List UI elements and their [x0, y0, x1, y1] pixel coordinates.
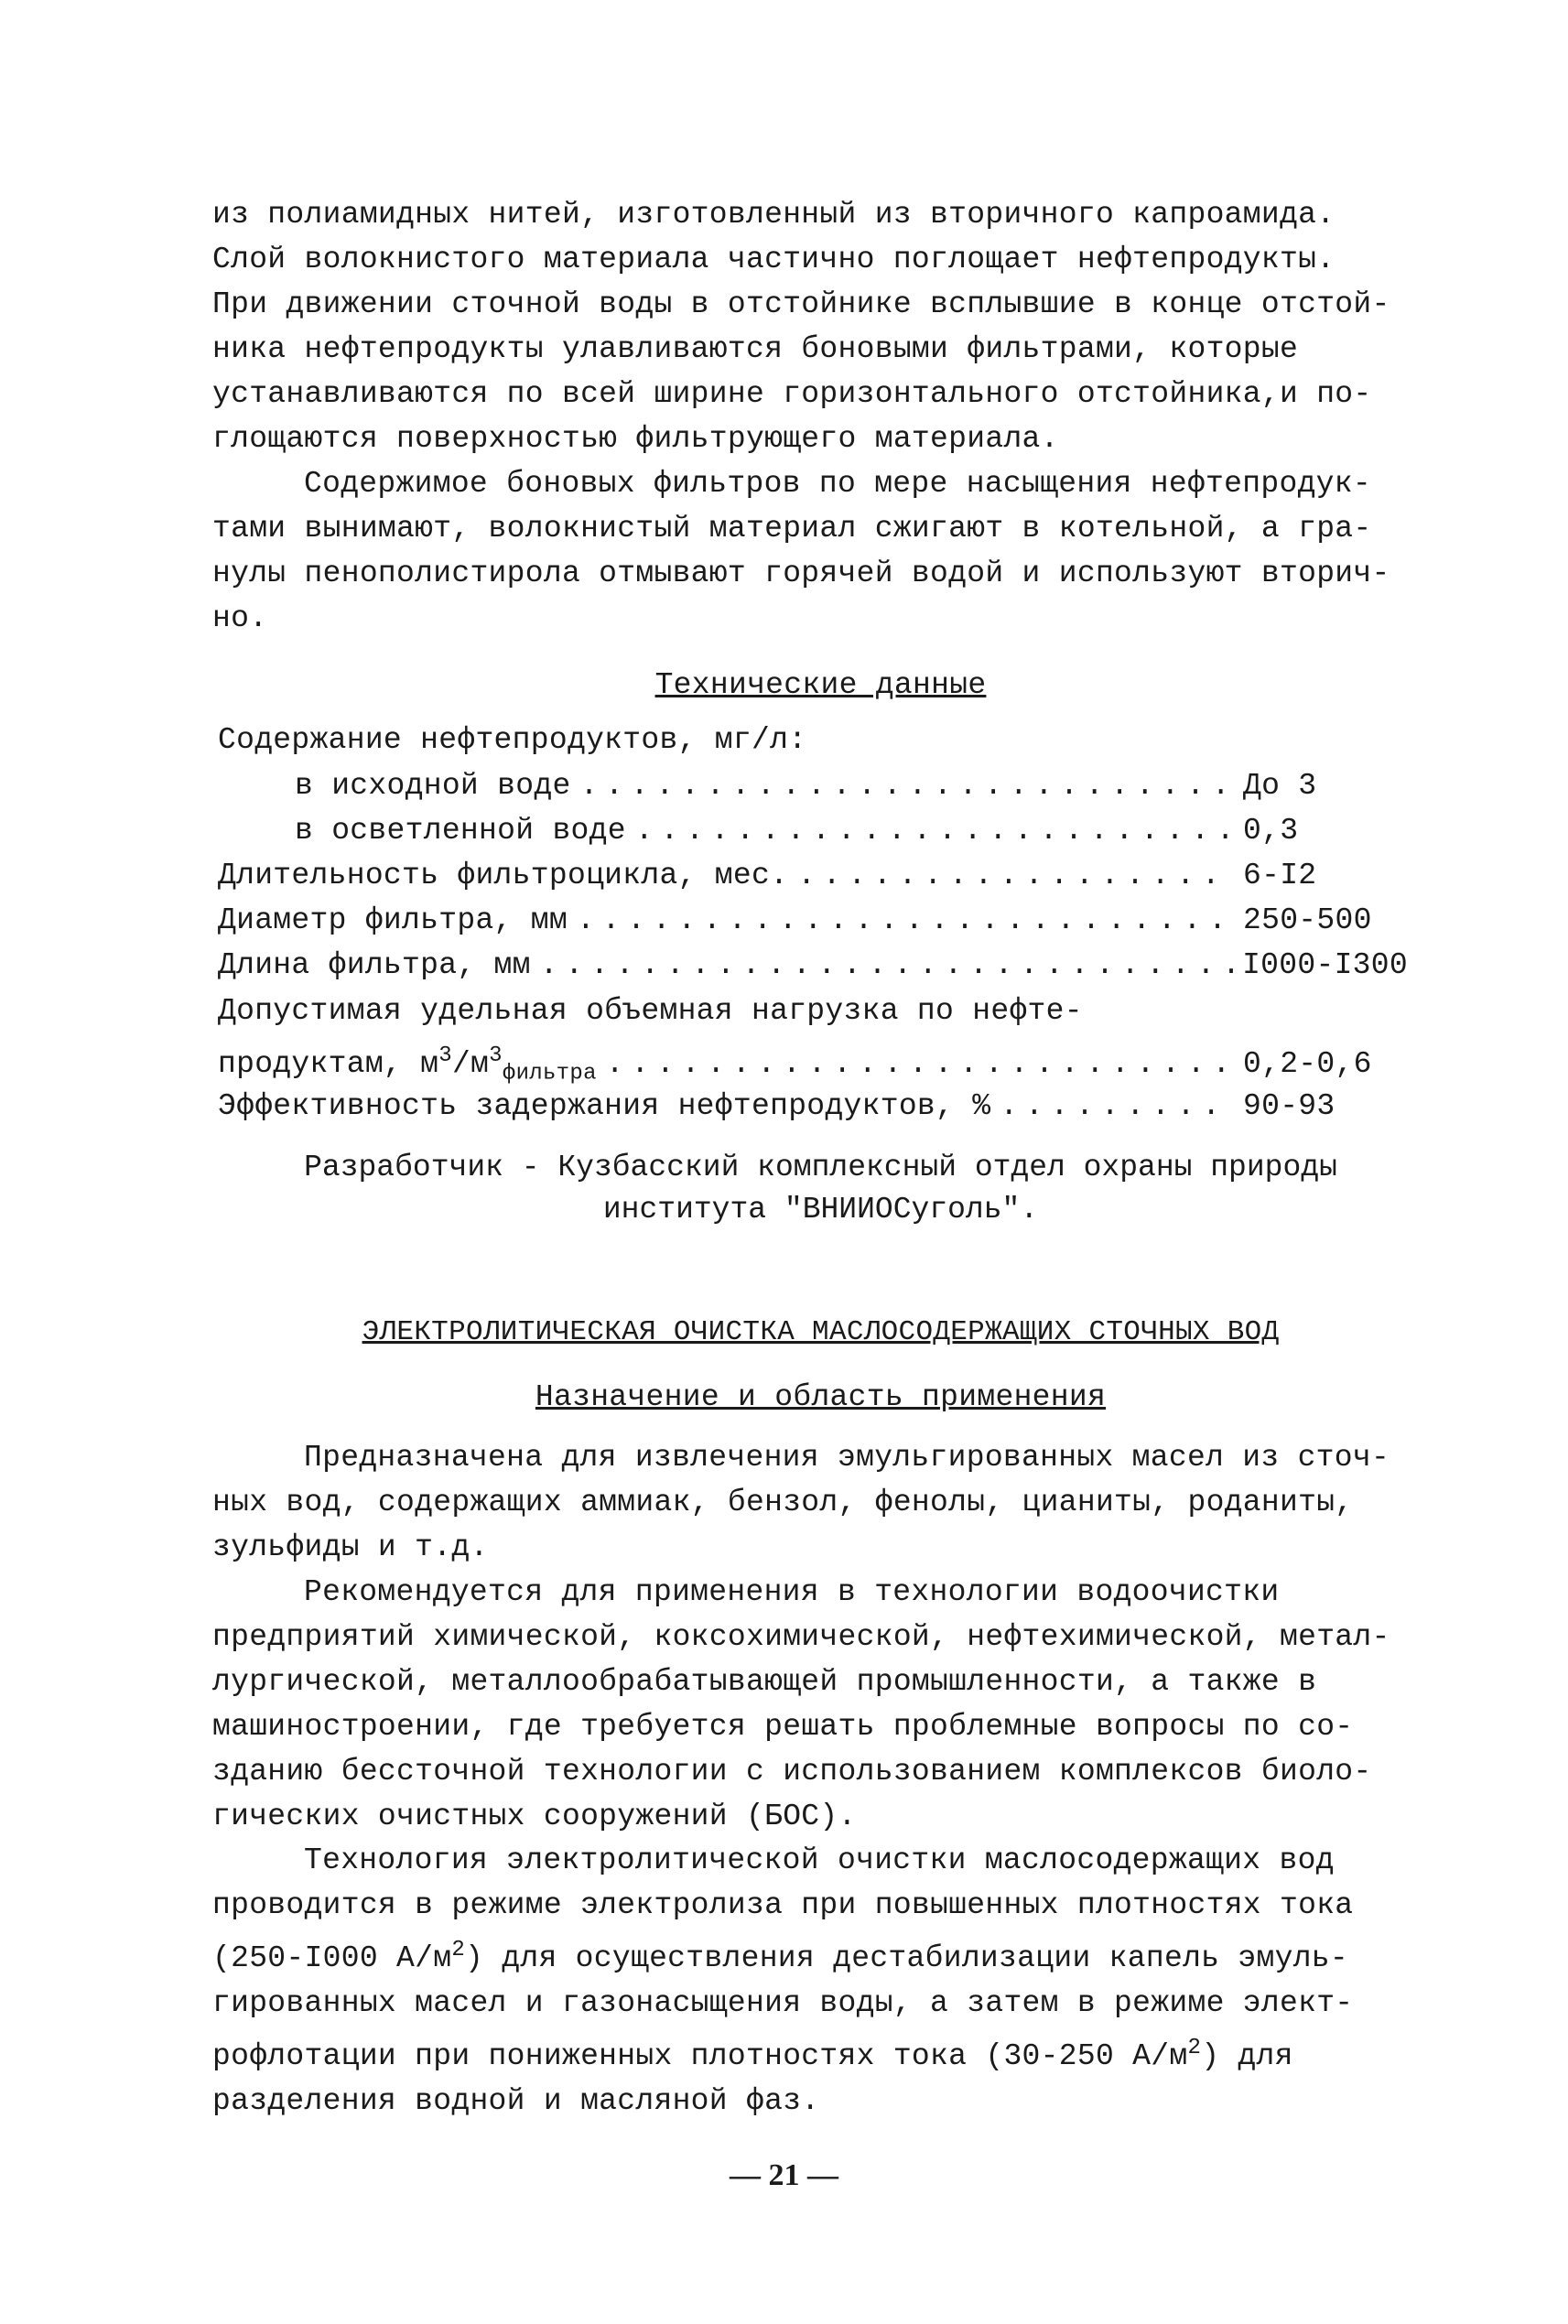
spec-label: в осветленной воде	[295, 814, 626, 848]
leader-dots	[580, 769, 1234, 803]
spec-row	[218, 769, 1408, 813]
text-line: Слой волокнистого материала частично поглощает нефтепродукты.	[212, 243, 1336, 276]
spec-row	[218, 903, 1408, 947]
developer-line-2: института "ВНИИОСуголь".	[602, 1193, 1039, 1227]
spec-row	[218, 948, 1408, 992]
text-line: При движении сточной воды в отстойнике всплывшие в конце отстой-	[212, 287, 1390, 321]
leader-dots	[606, 1047, 1234, 1081]
text-line: но.	[212, 601, 268, 635]
body-paragraph-2	[212, 1570, 1393, 1839]
oil-content-label-row	[218, 723, 1408, 767]
text-line: Содержимое боновых фильтров по мере насыщения нефтепродук-	[304, 467, 1371, 501]
load-label-row	[218, 994, 1408, 1038]
section-subtitle: Назначение и область применения	[535, 1380, 1107, 1414]
text-line: Рекомендуется для применения в технологии водоочистки	[304, 1575, 1280, 1609]
spec-value: До 3	[1243, 769, 1317, 803]
leader-dots	[797, 859, 1234, 892]
spec-label: в исходной воде	[295, 769, 571, 803]
text-line: из полиамидных нитей, изготовленный из вторичного капроамида.	[212, 198, 1336, 232]
text-line	[212, 2026, 1393, 2079]
spec-value: 250-500	[1243, 903, 1372, 937]
text-line: устанавливаются по всей ширине горизонтального отстойника,и по-	[212, 377, 1372, 411]
text-fragment: ) для	[1201, 2039, 1293, 2073]
spec-value: 90-93	[1243, 1089, 1336, 1123]
text-line: Предназначена для извлечения эмульгированных масел из сточ-	[304, 1441, 1390, 1475]
load-slash: /м	[451, 1047, 490, 1081]
text-fragment: (250-I000 А/м	[212, 1941, 452, 1975]
text-line: Технология электролитической очистки маслосодержащих вод	[304, 1843, 1335, 1877]
load-label-prefix: продуктам, м	[218, 1047, 439, 1081]
text-line: ника нефтепродукты улавливаются боновыми фильтрами, которые	[212, 332, 1299, 366]
section-title: ЭЛЕКТРОЛИТИЧЕСКАЯ ОЧИСТКА МАСЛОСОДЕРЖАЩИХ СТОЧНЫХ ВОД	[362, 1316, 1280, 1348]
text-line: разделения водной и масляной фаз.	[212, 2084, 820, 2118]
leader-dots	[1000, 1089, 1234, 1123]
intro-paragraph-2	[212, 461, 1393, 641]
exponent: 2	[451, 1938, 466, 1962]
spec-label: Длина фильтра, мм	[218, 948, 531, 982]
text-line: тами вынимают, волокнистый материал сжигают в котельной, а гра-	[212, 512, 1372, 546]
text-line: гических очистных сооружений (БОС).	[212, 1800, 857, 1833]
developer-block	[0, 1147, 1568, 1231]
page-number: — 21 —	[730, 2158, 838, 2192]
text-line: глощаются поверхностью фильтрующего материала.	[212, 422, 1059, 456]
leader-dots	[540, 948, 1233, 982]
spec-label: Диаметр фильтра, мм	[218, 903, 568, 937]
text-line: гированных масел и газонасыщения воды, а затем в режиме элект-	[212, 1986, 1354, 2020]
load-subscript: фильтра	[502, 1061, 597, 1086]
spec-value: 0,3	[1243, 814, 1299, 848]
text-line	[212, 1928, 1393, 1981]
spec-row	[218, 1089, 1408, 1133]
spec-value: I000-I300	[1242, 948, 1408, 982]
developer-line-1: Разработчик - Кузбасский комплексный отдел охраны природы	[304, 1151, 1337, 1184]
body-paragraph-1	[212, 1435, 1393, 1570]
load-label-line2	[218, 1043, 597, 1086]
spec-label: Длительность фильтроцикла, мес.	[218, 859, 789, 892]
tech-data-heading: Технические данные	[654, 668, 987, 702]
spec-value: 0,2-0,6	[1243, 1047, 1372, 1081]
text-line: проводится в режиме электролиза при повышенных плотностях тока	[212, 1888, 1354, 1922]
spec-row	[218, 814, 1408, 858]
text-line: нулы пенополистирола отмывают горячей водой и используют вторич-	[212, 557, 1390, 590]
spec-value: 6-I2	[1243, 859, 1317, 892]
text-line: машиностроении, где требуется решать проблемные вопросы по со-	[212, 1710, 1354, 1744]
load-exponent-2: 3	[489, 1043, 503, 1068]
oil-content-label: Содержание нефтепродуктов, мг/л:	[218, 723, 807, 757]
exponent: 2	[1187, 2036, 1202, 2060]
text-line: зданию бессточной технологии с использованием комплексов биоло-	[212, 1755, 1372, 1789]
load-label-line1: Допустимая удельная объемная нагрузка по нефте-	[218, 994, 1083, 1028]
text-line: ных вод, содержащих аммиак, бензол, фенолы, цианиты, роданиты,	[212, 1486, 1354, 1519]
technology-paragraph	[212, 1838, 1393, 2124]
text-fragment: ) для осуществления дестабилизации капель эмуль-	[465, 1941, 1349, 1975]
text-line: предприятий химической, коксохимической, нефтехимической, метал-	[212, 1620, 1390, 1654]
text-line: лургической, металлообрабатывающей промышленности, а также в	[212, 1665, 1317, 1699]
spec-label: Эффективность задержания нефтепродуктов, %	[218, 1089, 991, 1123]
text-fragment: рофлотации при пониженных плотностях тока (30-250 А/м	[212, 2039, 1188, 2073]
text-line: зульфиды и т.д.	[212, 1530, 489, 1564]
load-exponent-1: 3	[438, 1043, 452, 1068]
intro-paragraph-1	[212, 192, 1393, 461]
leader-dots	[635, 814, 1234, 848]
leader-dots	[577, 903, 1234, 937]
spec-row	[218, 859, 1408, 903]
load-row	[218, 1043, 1408, 1087]
